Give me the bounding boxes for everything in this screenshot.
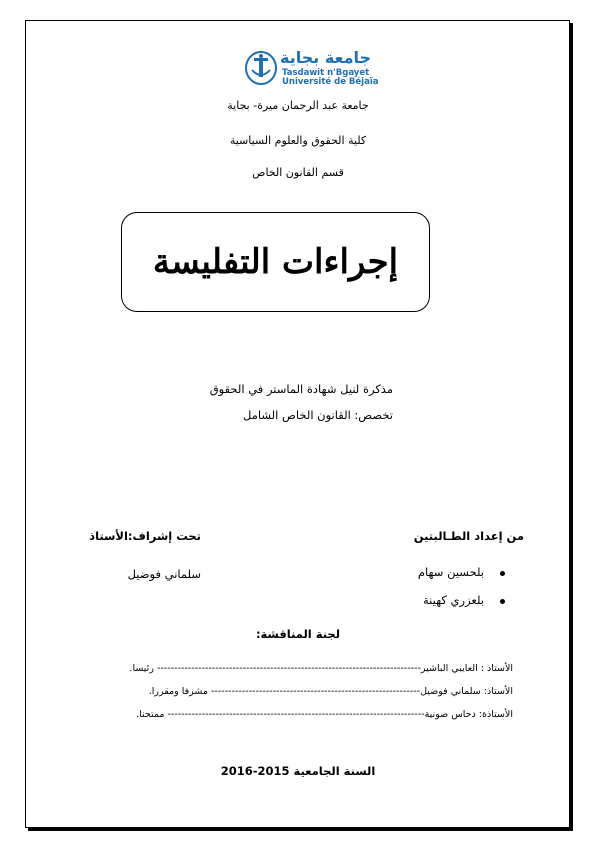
faculty-name: كلية الحقوق والعلوم السياسية (229, 134, 367, 147)
committee-member-role: مشرفا ومقررا. (148, 686, 208, 697)
supervisor-name: سلماني فوضيل (127, 567, 201, 581)
university-emblem-icon (244, 50, 278, 86)
university-name: جامعة عبد الرحمان ميرة- بجاية (227, 99, 369, 112)
committee-label: لجنة المناقشة: (255, 627, 341, 641)
student-name-2: بلعزري كهينة (423, 593, 484, 607)
thesis-specialty: تخصص: القانون الخاص الشامل (243, 408, 393, 422)
bullet-icon (500, 599, 505, 604)
committee-dashes: ------------------------------------------------------------- (211, 686, 421, 697)
logo-arabic-text: جامعة بجاية (280, 48, 372, 67)
committee-member-2 (149, 686, 513, 697)
logo-french-text: Université de Béjaïa (282, 77, 379, 87)
thesis-title: إجراءات التفليسة (152, 242, 399, 282)
committee-member-name: الأستاذة: دحاس صونية (424, 709, 513, 720)
bullet-icon (500, 571, 505, 576)
title-box (121, 212, 430, 312)
thesis-purpose: مذكرة لنيل شهادة الماستر في الحقوق (209, 382, 393, 396)
committee-member-name: الأستاذ: سلماني فوضيل (420, 686, 513, 697)
department-name: قسم القانون الخاص (252, 166, 344, 179)
committee-dashes: --------------------------------------------------------------------------- (167, 709, 425, 720)
committee-member-name: الأستاذ : العايبي الباشير (420, 663, 513, 674)
academic-year: السنة الجامعية 2015-2016 (220, 764, 376, 778)
committee-dashes: ----------------------------------------------------------------------------- (156, 663, 421, 674)
committee-member-role: ممتحنا. (136, 709, 165, 720)
committee-member-3 (136, 709, 513, 720)
student-name-1: بلحسين سهام (417, 565, 484, 579)
students-label: من إعداد الطـالبتين (413, 529, 524, 543)
committee-member-role: رئيسا. (129, 663, 154, 674)
university-logo (244, 48, 379, 87)
supervisor-label: تحت إشراف:الأستاذ (89, 529, 201, 543)
committee-member-1 (129, 663, 513, 674)
logo-tamazight-text: Tasdawit n'Bgayet (282, 68, 370, 78)
